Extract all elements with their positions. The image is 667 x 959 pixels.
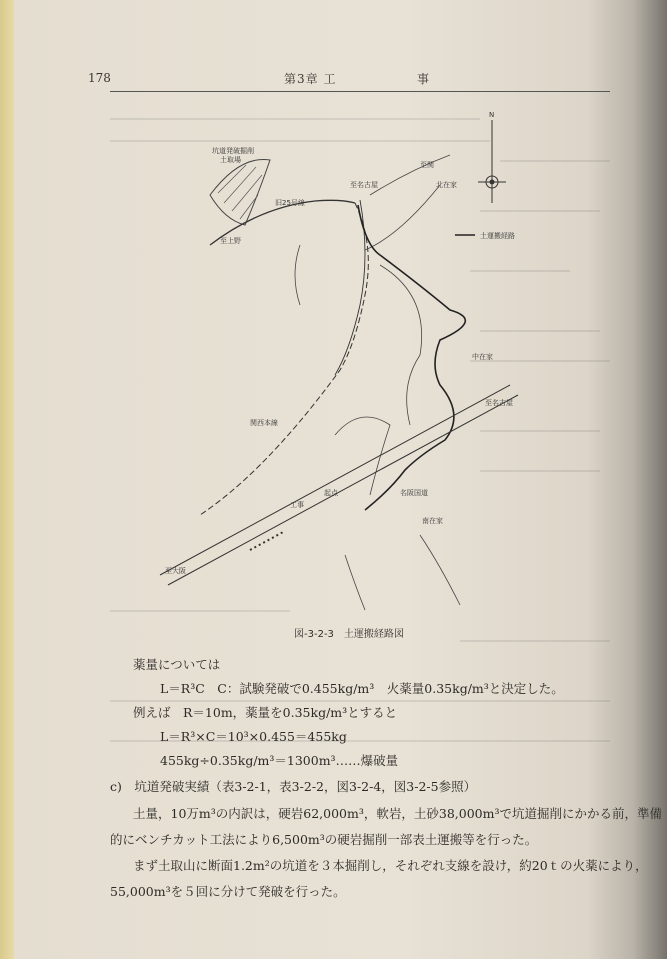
kansai-line-label: 関西本線 xyxy=(250,419,278,427)
chapter-number: 第3章 xyxy=(284,72,319,86)
point-label: 起点 xyxy=(324,489,338,497)
shrine-label: 至関 xyxy=(420,161,434,169)
paragraph-line-3: 例えば R＝10m，薬量を0.35kg/m³とすると xyxy=(133,705,398,720)
hall-label: 至名古屋 xyxy=(350,181,378,189)
page-number: 178 xyxy=(88,71,111,85)
paragraph-line-7: 土量，10万m³の内訳は，硬岩62,000m³，軟岩，土砂38,000m³で坑道掘削にかかる前，準備 xyxy=(133,806,662,821)
old-route-label: 旧25号線 xyxy=(275,199,305,207)
paragraph-line-5: 455kg÷0.35kg/m³＝1300m³……爆破量 xyxy=(160,753,399,768)
naka-house-label: 中在家 xyxy=(472,353,493,361)
borrow-site-label: 坑道発破掘削土取場 xyxy=(212,147,254,164)
north-house-label: 北在家 xyxy=(436,181,457,189)
paragraph-line-10: 55,000m³を５回に分けて発破を行った。 xyxy=(110,884,346,899)
paragraph-line-8: 的にベンチカット工法により6,500m³の硬岩掘削一部表土運搬等を行った。 xyxy=(110,832,538,847)
figure-caption: 図-3-2-3 土運搬経路図 xyxy=(294,629,404,640)
paragraph-line-2: L＝R³C C：試験発破で0.455kg/m³ 火薬量0.35kg/m³と決定した。 xyxy=(160,681,564,696)
meihan-label: 名阪国道 xyxy=(400,489,428,497)
route-map xyxy=(140,95,560,615)
paragraph-line-6: c) 坑道発破実績（表3-2-1，表3-2-2，図3-2-4，図3-2-5参照） xyxy=(110,779,477,794)
chapter-title-2: 事 xyxy=(417,72,431,86)
paragraph-line-4: L＝R³×C＝10³×0.455＝455kg xyxy=(160,729,347,744)
paragraph-line-9: まず土取山に断面1.2m²の坑道を３本掘削し，それぞれ支線を設け，約20ｔの火薬により， xyxy=(133,858,648,873)
north-label: N xyxy=(489,111,495,119)
compass-icon xyxy=(478,111,506,203)
header-rule xyxy=(110,91,610,92)
to-nagoya-label: 至名古屋 xyxy=(485,399,513,407)
south-house-label: 南在家 xyxy=(422,517,443,525)
construction-label: 工事 xyxy=(290,501,304,509)
legend-label: 土運搬経路 xyxy=(480,232,515,240)
paragraph-line-1: 薬量については xyxy=(133,657,221,672)
to-osaka-label: 至大阪 xyxy=(165,567,186,575)
route-a-label: 至上野 xyxy=(220,237,241,245)
page-edge xyxy=(0,0,14,959)
chapter-title-1: 工 xyxy=(323,72,337,86)
